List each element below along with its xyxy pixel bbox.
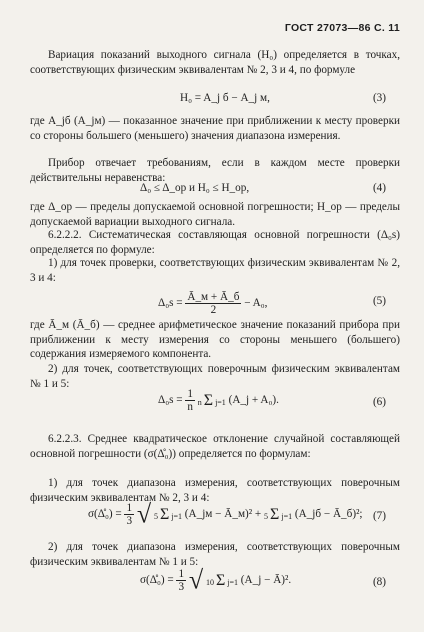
paragraph-variation: Вариация показаний выходного сигнала (H₀) определяется в точках, соответствующих физическим эквивалентам № 2, 3 и 4, по формуле bbox=[30, 49, 400, 76]
paragraph-item-1: 1) для точек проверки, соответствующих физическим эквивалентам № 2, 3 и 4: bbox=[30, 257, 400, 284]
paragraph-where-mean: где Ā_м (Ā_б) — среднее арифметическое значение показаний прибора при приближении к месту измерения со стороны меньшего (большего) содержания измеряемого компонента. bbox=[30, 319, 400, 360]
formula-4-expr: Δ₀ ≤ Δ_ор и H₀ ≤ H_ор, bbox=[140, 182, 250, 194]
paragraph-where-delta: где Δ_ор — пределы допускаемой основной погрешности; H_ор — пределы допускаемой вариации выходного сигнала. bbox=[30, 201, 400, 228]
formula-6 bbox=[30, 386, 400, 422]
radical-sign: √ bbox=[188, 565, 204, 595]
paragraph-6-2-2-2: 6.2.2.2. Систематическая составляющая основной погрешности (Δ₀s) определяется по формуле: bbox=[30, 229, 400, 256]
paragraph-6-2-2-3: 6.2.2.3. Среднее квадратическое отклонение случайной составляющей основной погрешности (σ(Δ̊₀)) определяется по формулам: bbox=[30, 433, 400, 460]
page-header: ГОСТ 27073—86 С. 11 bbox=[284, 22, 400, 34]
paragraph-where-a: где A_jб (A_jм) — показанное значение при приближении к месту проверки со стороны большего (меньшего) значения диапазона измерения. bbox=[30, 115, 400, 142]
formula-8 bbox=[30, 566, 400, 602]
formula-8-expr: σ(Δ̊₀) = $\frac{1}{3}$ √ 10 Σ j=1 (A_j − Ā)². bbox=[140, 565, 292, 595]
formula-5-number: (5) bbox=[372, 295, 386, 307]
sum-symbol: n Σ j=1 bbox=[197, 391, 226, 409]
formula-5-fraction: $\frac{Ā\_м + Ā\_б}{2}$ bbox=[187, 291, 240, 316]
formula-4-number: (4) bbox=[372, 182, 386, 194]
formula-7-number: (7) bbox=[372, 510, 386, 522]
formula-3 bbox=[30, 92, 400, 110]
paragraph-item-1-random: 1) для точек диапазона измерения, соответствующих поверочным физическим эквивалентам № 2, 3 и 4: bbox=[30, 477, 400, 504]
formula-7-expr: σ(Δ̊₀) = $\frac{1}{3}$ √ 5 Σ j=1 (A_jм − Ā_м)² + 5 Σ j=1 (A_jб − Ā_б)²; bbox=[88, 499, 363, 529]
formula-5-expr: Δ₀s = $\frac{Ā\_м + Ā\_б}{2}$ − A₀, bbox=[158, 291, 268, 316]
formula-3-number: (3) bbox=[372, 92, 386, 104]
paragraph-item-2-random: 2) для точек диапазона измерения, соответствующих поверочным физическим эквивалентам № 1 и 5: bbox=[30, 541, 400, 568]
paragraph-requirements: Прибор отвечает требованиям, если в каждом месте проверки действительны неравенства: bbox=[30, 157, 400, 184]
formula-3-expr: H₀ = A_j б − A_j м, bbox=[180, 92, 270, 104]
formula-6-number: (6) bbox=[372, 396, 386, 408]
formula-6-expr: Δ₀s = $\frac{1}{n}$ n Σ j=1 (A_j + A₀). bbox=[158, 388, 279, 413]
formula-7 bbox=[30, 500, 400, 536]
radical-sign: √ bbox=[136, 499, 152, 529]
formula-5 bbox=[30, 289, 400, 317]
formula-4 bbox=[30, 182, 400, 200]
paragraph-item-2: 2) для точек, соответствующих поверочным физическим эквивалентам № 1 и 5: bbox=[30, 363, 400, 390]
formula-8-number: (8) bbox=[372, 576, 386, 588]
